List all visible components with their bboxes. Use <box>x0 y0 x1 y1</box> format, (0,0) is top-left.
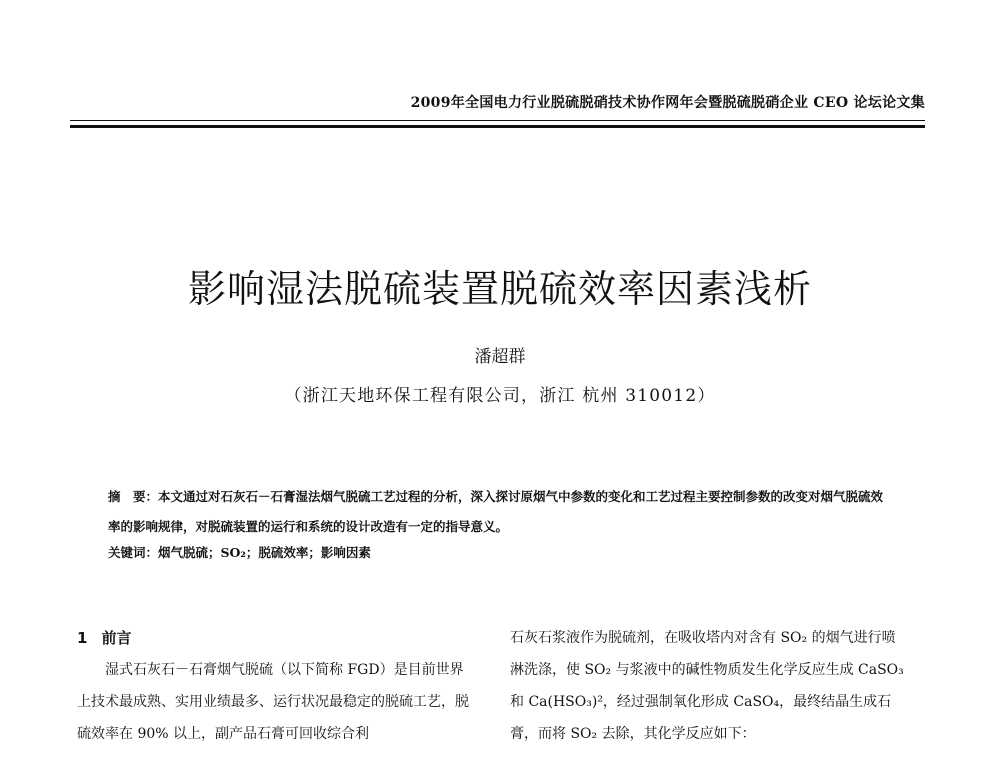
section-title: 前言 <box>101 629 132 647</box>
left-column <box>77 622 475 750</box>
header-rule-thick <box>70 125 925 128</box>
abstract <box>108 482 890 542</box>
keywords-text: 烟气脱硫；SO₂；脱硫效率；影响因素 <box>158 545 371 560</box>
keywords <box>108 543 890 561</box>
abstract-label: 摘 要： <box>108 489 159 504</box>
header-rule-thin <box>70 120 925 121</box>
author-name: 潘超群 <box>474 347 526 367</box>
running-header: 2009年全国电力行业脱硫脱硝技术协作网年会暨脱硫脱硝企业 CEO 论坛论文集 <box>410 95 925 111</box>
section-heading <box>77 622 475 654</box>
right-column <box>510 622 908 750</box>
abstract-text: 本文通过对石灰石－石膏湿法烟气脱硫工艺过程的分析，深入探讨原烟气中参数的变化和工艺过程主要控制参数的改变对烟气脱硫效率的影响规律，对脱硫装置的运行和系统的设计改造有一定的指导意义。 <box>108 489 884 534</box>
intro-paragraph-left: 湿式石灰石－石膏烟气脱硫（以下简称 FGD）是目前世界上技术最成熟、实用业绩最多、运行状况最稳定的脱硫工艺，脱硫效率在 90% 以上，副产品石膏可回收综合利 <box>77 662 469 742</box>
section-number: 1 <box>77 629 88 647</box>
intro-paragraph-right: 石灰石浆液作为脱硫剂，在吸收塔内对含有 SO₂ 的烟气进行喷淋洗涤，使 SO₂ 与浆液中的碱性物质发生化学反应生成 CaSO₃ 和 Ca(HSO₃)²，经过强制氧化形成 CaSO₄，最终结晶生成石膏，而将 SO₂ 去除，其化学反应如下： <box>510 630 904 742</box>
paper-title: 影响湿法脱硫装置脱硫效率因素浅析 <box>187 267 812 311</box>
keywords-label: 关键词： <box>108 545 159 560</box>
author-affiliation: （浙江天地环保工程有限公司，浙江 杭州 310012） <box>284 386 716 406</box>
